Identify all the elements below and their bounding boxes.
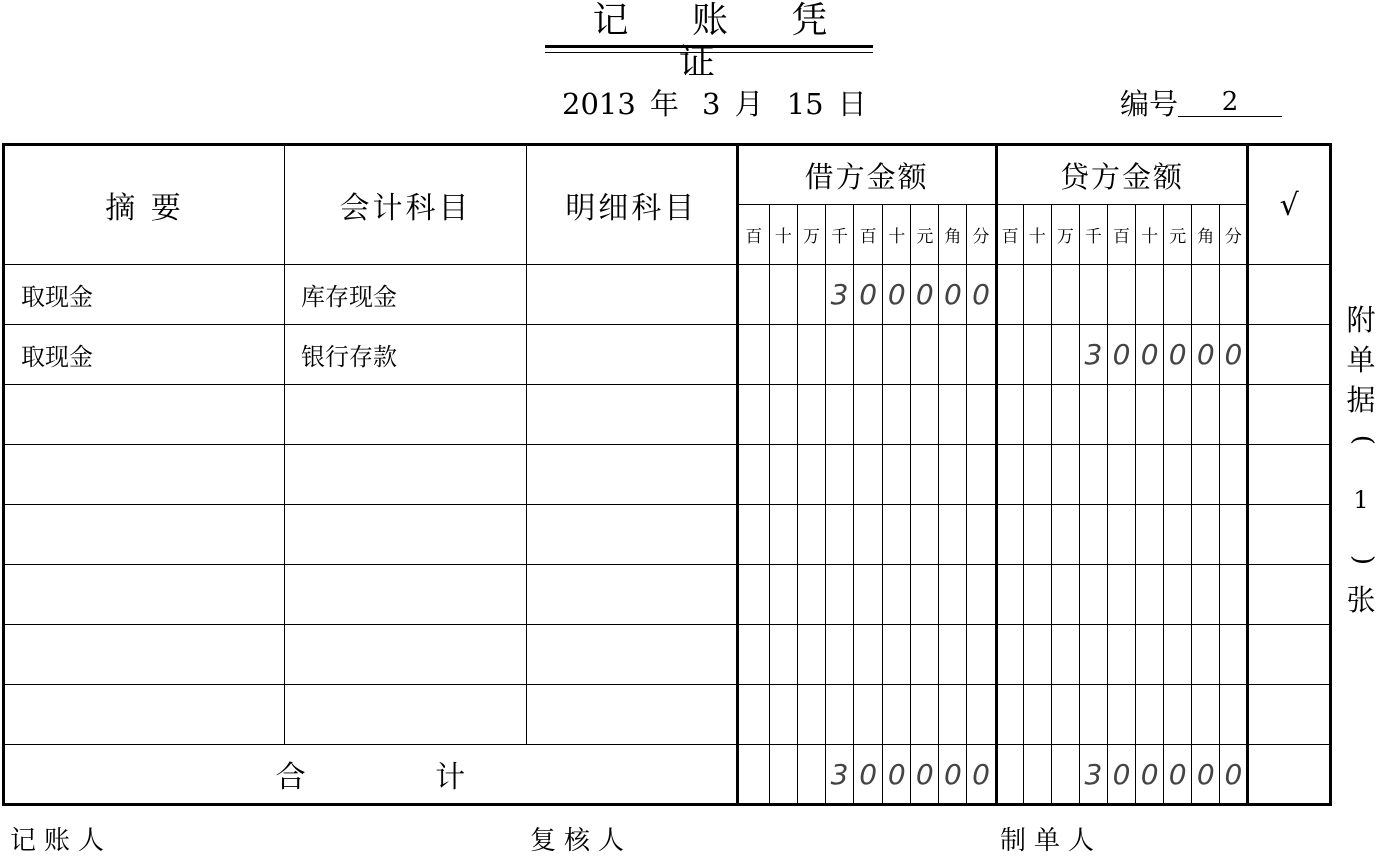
debit-digit-cell (939, 325, 967, 385)
credit-unit-header: 十 (1136, 205, 1164, 265)
debit-digit-cell (939, 385, 967, 445)
header-account: 会计科目 (285, 145, 527, 265)
credit-digit-cell: 0 (1164, 745, 1192, 805)
debit-digit-cell (911, 565, 939, 625)
debit-digit-cell (967, 385, 996, 445)
header-check: √ (1248, 145, 1331, 265)
credit-digit-cell (1107, 445, 1135, 505)
debit-digit-cell (883, 685, 911, 745)
detail-cell (526, 505, 737, 565)
debit-digit-cell: 0 (939, 265, 967, 325)
debit-digit-cell (967, 625, 996, 685)
title-double-underline (545, 45, 873, 53)
account-cell: 银行存款 (285, 325, 527, 385)
debit-digit-cell (737, 625, 769, 685)
summary-cell (4, 505, 285, 565)
credit-digit-cell (1107, 505, 1135, 565)
debit-digit-cell (854, 625, 883, 685)
debit-digit-cell (769, 505, 797, 565)
credit-digit-cell (1079, 265, 1107, 325)
credit-digit-cell: 0 (1107, 745, 1135, 805)
date-day-unit: 日 (837, 87, 867, 121)
debit-unit-header: 分 (967, 205, 996, 265)
credit-digit-cell (1164, 265, 1192, 325)
credit-digit-cell (1023, 265, 1051, 325)
debit-digit-cell (883, 385, 911, 445)
debit-digit-cell: 3 (826, 745, 854, 805)
debit-digit-cell (967, 505, 996, 565)
credit-digit-cell (996, 565, 1023, 625)
debit-digit-cell (737, 565, 769, 625)
account-cell (285, 505, 527, 565)
credit-digit-cell (1107, 565, 1135, 625)
debit-digit-cell: 0 (939, 745, 967, 805)
check-cell (1248, 625, 1331, 685)
credit-digit-cell (1079, 445, 1107, 505)
credit-digit-cell (1051, 265, 1079, 325)
debit-digit-cell (797, 565, 825, 625)
credit-digit-cell (1192, 445, 1220, 505)
credit-digit-cell (1107, 265, 1135, 325)
table-row (4, 445, 1331, 505)
debit-unit-header: 十 (883, 205, 911, 265)
debit-digit-cell (737, 685, 769, 745)
summary-cell (4, 565, 285, 625)
attachments-note (1345, 300, 1377, 660)
credit-digit-cell (1079, 385, 1107, 445)
summary-cell (4, 445, 285, 505)
voucher-date (562, 86, 881, 122)
signer-preparer: 制单人 (1000, 826, 1103, 856)
account-cell (285, 685, 527, 745)
account-cell (285, 565, 527, 625)
credit-digit-cell: 0 (1220, 745, 1248, 805)
credit-digit-cell: 0 (1136, 325, 1164, 385)
credit-digit-cell (1136, 505, 1164, 565)
debit-digit-cell (967, 325, 996, 385)
credit-digit-cell (1136, 385, 1164, 445)
table-row (4, 325, 1331, 385)
credit-digit-cell (1051, 385, 1079, 445)
credit-digit-cell (1079, 685, 1107, 745)
credit-digit-cell (1079, 505, 1107, 565)
attach-close-paren: ) (1348, 554, 1378, 566)
attachment-count: 1 (1353, 486, 1369, 514)
debit-digit-cell (769, 325, 797, 385)
credit-digit-cell (996, 745, 1023, 805)
debit-digit-cell (854, 445, 883, 505)
debit-digit-cell (769, 385, 797, 445)
credit-unit-header: 万 (1051, 205, 1079, 265)
credit-digit-cell: 0 (1136, 745, 1164, 805)
attach-char-1: 附 (1346, 303, 1376, 337)
header-credit: 贷方金额 (996, 145, 1248, 205)
debit-digit-cell (769, 745, 797, 805)
attach-open-paren: ( (1348, 434, 1378, 446)
credit-digit-cell (1136, 625, 1164, 685)
debit-unit-header: 元 (911, 205, 939, 265)
debit-digit-cell (883, 625, 911, 685)
check-cell (1248, 265, 1331, 325)
date-month-unit: 月 (734, 87, 764, 121)
signer-bookkeeper: 记账人 (10, 826, 113, 856)
summary-cell (4, 385, 285, 445)
credit-digit-cell (996, 385, 1023, 445)
check-cell (1248, 685, 1331, 745)
credit-digit-cell (1107, 685, 1135, 745)
credit-digit-cell (1136, 565, 1164, 625)
debit-digit-cell (769, 565, 797, 625)
credit-digit-cell (1136, 445, 1164, 505)
debit-digit-cell (939, 565, 967, 625)
detail-cell (526, 565, 737, 625)
debit-digit-cell: 0 (854, 745, 883, 805)
credit-digit-cell (1136, 265, 1164, 325)
credit-digit-cell (1107, 625, 1135, 685)
debit-digit-cell (737, 505, 769, 565)
detail-cell (526, 685, 737, 745)
debit-digit-cell (911, 325, 939, 385)
credit-digit-cell: 3 (1079, 325, 1107, 385)
credit-digit-cell: 0 (1192, 325, 1220, 385)
table-row (4, 565, 1331, 625)
debit-digit-cell (737, 745, 769, 805)
debit-digit-cell: 0 (967, 265, 996, 325)
debit-digit-cell (854, 565, 883, 625)
credit-digit-cell (1220, 505, 1248, 565)
credit-digit-cell (996, 325, 1023, 385)
debit-digit-cell (769, 445, 797, 505)
summary-cell: 取现金 (4, 265, 285, 325)
table-row (4, 685, 1331, 745)
check-cell (1248, 385, 1331, 445)
account-cell (285, 385, 527, 445)
debit-digit-cell (967, 565, 996, 625)
account-cell (285, 625, 527, 685)
credit-digit-cell (1164, 505, 1192, 565)
check-cell (1248, 565, 1331, 625)
credit-digit-cell (1136, 685, 1164, 745)
credit-digit-cell (996, 505, 1023, 565)
header-summary: 摘 要 (4, 145, 285, 265)
credit-digit-cell (1051, 445, 1079, 505)
debit-unit-header: 角 (939, 205, 967, 265)
total-row (4, 745, 1331, 805)
total-label: 合 计 (4, 745, 738, 805)
credit-digit-cell (1051, 325, 1079, 385)
credit-digit-cell (1079, 565, 1107, 625)
account-cell (285, 445, 527, 505)
debit-unit-header: 十 (769, 205, 797, 265)
total-check-cell (1248, 745, 1331, 805)
signatures-row (0, 820, 1387, 856)
debit-digit-cell (967, 685, 996, 745)
credit-digit-cell: 0 (1107, 325, 1135, 385)
credit-digit-cell (1192, 625, 1220, 685)
debit-digit-cell (826, 505, 854, 565)
credit-digit-cell (1164, 565, 1192, 625)
credit-digit-cell (1051, 625, 1079, 685)
detail-cell (526, 325, 737, 385)
debit-digit-cell (797, 325, 825, 385)
credit-digit-cell (1192, 265, 1220, 325)
credit-digit-cell (1220, 445, 1248, 505)
debit-unit-header: 千 (826, 205, 854, 265)
credit-digit-cell: 0 (1220, 325, 1248, 385)
credit-digit-cell (996, 265, 1023, 325)
debit-digit-cell (854, 385, 883, 445)
debit-digit-cell (854, 685, 883, 745)
debit-digit-cell (797, 745, 825, 805)
debit-digit-cell: 3 (826, 265, 854, 325)
debit-digit-cell (911, 505, 939, 565)
credit-digit-cell (1023, 385, 1051, 445)
debit-unit-header: 百 (737, 205, 769, 265)
credit-unit-header: 百 (1107, 205, 1135, 265)
credit-unit-header: 千 (1079, 205, 1107, 265)
debit-unit-header: 百 (854, 205, 883, 265)
debit-digit-cell (911, 625, 939, 685)
credit-digit-cell (1192, 685, 1220, 745)
attach-suffix: 张 (1346, 583, 1376, 617)
debit-digit-cell (769, 685, 797, 745)
debit-digit-cell (797, 685, 825, 745)
debit-digit-cell (826, 565, 854, 625)
summary-cell (4, 685, 285, 745)
debit-digit-cell (826, 685, 854, 745)
debit-digit-cell: 0 (883, 265, 911, 325)
detail-cell (526, 445, 737, 505)
voucher-number (1120, 86, 1282, 122)
debit-digit-cell: 0 (911, 745, 939, 805)
credit-digit-cell (1220, 565, 1248, 625)
check-cell (1248, 325, 1331, 385)
debit-digit-cell (737, 325, 769, 385)
detail-cell (526, 265, 737, 325)
voucher-title: 记 账 凭 证 (592, 0, 854, 83)
debit-digit-cell (911, 385, 939, 445)
debit-digit-cell (939, 505, 967, 565)
summary-cell (4, 625, 285, 685)
table-row (4, 385, 1331, 445)
credit-digit-cell (996, 685, 1023, 745)
credit-digit-cell (1051, 565, 1079, 625)
account-cell: 库存现金 (285, 265, 527, 325)
credit-digit-cell (1192, 505, 1220, 565)
debit-unit-header: 万 (797, 205, 825, 265)
debit-digit-cell (826, 445, 854, 505)
debit-digit-cell (797, 445, 825, 505)
debit-digit-cell (769, 265, 797, 325)
debit-digit-cell: 0 (911, 265, 939, 325)
credit-digit-cell (1051, 745, 1079, 805)
credit-unit-header: 百 (996, 205, 1023, 265)
credit-unit-header: 十 (1023, 205, 1051, 265)
credit-digit-cell (1164, 385, 1192, 445)
debit-digit-cell (797, 505, 825, 565)
debit-digit-cell: 0 (967, 745, 996, 805)
signer-reviewer: 复核人 (530, 826, 633, 856)
date-year: 2013 (562, 87, 636, 121)
debit-digit-cell (826, 385, 854, 445)
credit-digit-cell (1192, 565, 1220, 625)
credit-digit-cell (1220, 625, 1248, 685)
debit-digit-cell (826, 625, 854, 685)
credit-digit-cell (996, 445, 1023, 505)
voucher-table (2, 143, 1332, 806)
credit-digit-cell (1220, 685, 1248, 745)
credit-digit-cell (1023, 445, 1051, 505)
credit-digit-cell (1051, 505, 1079, 565)
credit-digit-cell (1023, 505, 1051, 565)
credit-digit-cell (1023, 325, 1051, 385)
debit-digit-cell (797, 625, 825, 685)
attach-char-2: 单 (1346, 343, 1376, 377)
date-month: 3 (702, 87, 721, 121)
date-day: 15 (786, 87, 824, 121)
credit-digit-cell (996, 625, 1023, 685)
detail-cell (526, 625, 737, 685)
detail-cell (526, 385, 737, 445)
credit-digit-cell: 3 (1079, 745, 1107, 805)
credit-digit-cell (1220, 265, 1248, 325)
credit-digit-cell (1192, 385, 1220, 445)
debit-digit-cell (911, 445, 939, 505)
header-detail: 明细科目 (526, 145, 737, 265)
debit-digit-cell (737, 385, 769, 445)
debit-digit-cell (939, 445, 967, 505)
debit-digit-cell: 0 (883, 745, 911, 805)
credit-digit-cell: 0 (1192, 745, 1220, 805)
debit-digit-cell (967, 445, 996, 505)
summary-cell: 取现金 (4, 325, 285, 385)
credit-digit-cell (1164, 625, 1192, 685)
debit-digit-cell (826, 325, 854, 385)
debit-digit-cell (883, 565, 911, 625)
credit-digit-cell (1023, 685, 1051, 745)
debit-digit-cell: 0 (854, 265, 883, 325)
debit-digit-cell (883, 325, 911, 385)
debit-digit-cell (854, 505, 883, 565)
debit-digit-cell (737, 265, 769, 325)
credit-unit-header: 元 (1164, 205, 1192, 265)
credit-unit-header: 角 (1192, 205, 1220, 265)
credit-digit-cell (1164, 685, 1192, 745)
table-row (4, 625, 1331, 685)
voucher-number-value: 2 (1178, 88, 1282, 117)
credit-digit-cell (1107, 385, 1135, 445)
credit-digit-cell (1023, 745, 1051, 805)
debit-digit-cell (883, 445, 911, 505)
credit-digit-cell (1023, 625, 1051, 685)
credit-digit-cell (1051, 685, 1079, 745)
attach-char-3: 据 (1346, 383, 1376, 417)
credit-digit-cell (1079, 625, 1107, 685)
debit-digit-cell (911, 685, 939, 745)
credit-digit-cell (1220, 385, 1248, 445)
date-year-unit: 年 (649, 87, 679, 121)
check-cell (1248, 445, 1331, 505)
voucher-number-label: 编号 (1120, 87, 1179, 121)
debit-digit-cell (737, 445, 769, 505)
table-row (4, 265, 1331, 325)
credit-unit-header: 分 (1220, 205, 1248, 265)
debit-digit-cell (797, 265, 825, 325)
debit-digit-cell (883, 505, 911, 565)
credit-digit-cell (1164, 445, 1192, 505)
debit-digit-cell (939, 685, 967, 745)
credit-digit-cell: 0 (1164, 325, 1192, 385)
table-row (4, 505, 1331, 565)
debit-digit-cell (769, 625, 797, 685)
debit-digit-cell (797, 385, 825, 445)
credit-digit-cell (1023, 565, 1051, 625)
check-cell (1248, 505, 1331, 565)
header-debit: 借方金额 (737, 145, 996, 205)
debit-digit-cell (939, 625, 967, 685)
debit-digit-cell (854, 325, 883, 385)
